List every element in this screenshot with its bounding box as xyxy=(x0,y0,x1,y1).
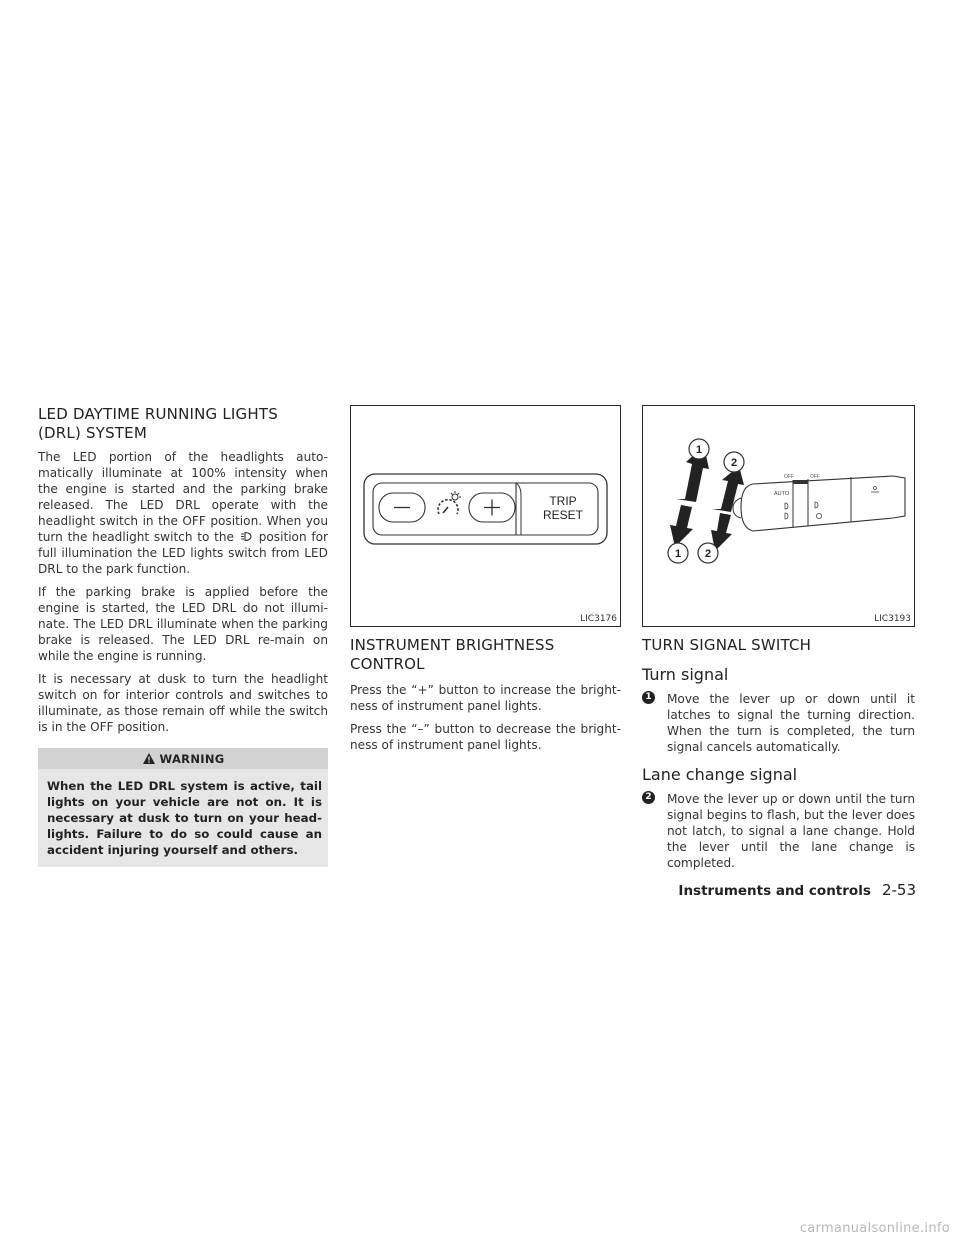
turn-signal-figure xyxy=(642,405,915,627)
figure-code: LIC3193 xyxy=(874,614,911,624)
turn-signal-subheading: Turn signal xyxy=(642,665,729,684)
warning-header xyxy=(38,748,328,769)
turn-signal-section xyxy=(642,405,915,879)
reset-label: RESET xyxy=(542,508,584,522)
drl-paragraph-2: If the parking brake is applied before the engine is started, the LED DRL do not illumi-nate. The LED DRL illuminate when the parking brake is released. The LED DRL re-main on while the engine is running. xyxy=(38,585,328,663)
brightness-control-illustration xyxy=(351,406,620,626)
warning-triangle-icon xyxy=(142,752,156,765)
figure-code: LIC3176 xyxy=(580,614,617,624)
watermark: carmanualsonline.info xyxy=(799,1221,950,1236)
lane-change-subheading: Lane change signal xyxy=(642,765,798,784)
page-number: 2-53 xyxy=(881,881,916,899)
drl-paragraph-1 xyxy=(38,449,328,577)
label-up-1: 1 xyxy=(695,444,703,456)
brightness-paragraph-2: Press the “–” button to decrease the bright-ness of instrument panel lights. xyxy=(350,722,621,752)
brightness-paragraph-1: Press the “+” button to increase the bright-ness of instrument panel lights. xyxy=(350,683,621,713)
lever-off-label-1: OFF xyxy=(784,474,794,480)
brightness-section xyxy=(350,405,621,760)
arrow-up-2 xyxy=(712,466,744,512)
item-1-text: Move the lever up or down until it latches to signal the turning direction. When the turn is completed, the turn signal cancels automatically. xyxy=(667,692,915,754)
item-2-text: Move the lever up or down until the turn signal begins to flash, but the lever does not latch, to signal a lane change. Hold the lever until the lane change is completed. xyxy=(667,792,915,870)
lever-auto-label: AUTO xyxy=(774,491,790,497)
label-down-1: 1 xyxy=(674,548,682,560)
drl-heading xyxy=(38,405,328,443)
item-1-number-badge: 1 xyxy=(642,691,655,704)
label-down-2: 2 xyxy=(704,548,712,560)
warning-title: WARNING xyxy=(159,751,225,766)
drl-section xyxy=(38,405,328,867)
drl-paragraph-3: It is necessary at dusk to turn the headlight switch on for interior controls and switches to illuminate, as those remain off while the switch is in the OFF position. xyxy=(38,672,328,734)
turn-signal-item-1 xyxy=(642,691,915,755)
drl-heading-line2: (DRL) SYSTEM xyxy=(38,424,147,442)
page-footer xyxy=(620,880,916,899)
brightness-heading-line1: INSTRUMENT BRIGHTNESS xyxy=(350,636,555,654)
drl-heading-line1: LED DAYTIME RUNNING LIGHTS xyxy=(38,405,278,423)
brightness-heading xyxy=(350,636,621,674)
turn-signal-lever-illustration xyxy=(643,406,914,626)
trip-label: TRIP xyxy=(549,494,577,508)
brightness-heading-line2: CONTROL xyxy=(350,655,425,673)
warning-text: When the LED DRL system is active, tail lights on your vehicle are not on. It is necessary at dusk to turn on your head-lights. Failure to do so could cause an accident injuring yourself and others. xyxy=(47,779,322,857)
arrow-down-1 xyxy=(670,505,693,547)
warning-box xyxy=(38,748,328,867)
lever-off-label-2: OFF xyxy=(810,474,820,480)
brightness-figure xyxy=(350,405,621,627)
section-title: Instruments and controls xyxy=(678,883,871,899)
headlight-icon xyxy=(240,531,254,542)
item-2-number-badge: 2 xyxy=(642,791,655,804)
turn-signal-item-2 xyxy=(642,791,915,871)
drl-p1-b: position for full illumination the LED lights switch from LED DRL to the park function. xyxy=(38,530,328,576)
label-up-2: 2 xyxy=(730,457,738,469)
turn-signal-heading: TURN SIGNAL SWITCH xyxy=(642,636,812,654)
drl-p1-a: The LED portion of the headlights auto-matically illuminate at 100% intensity when the engine is started and the parking brake released. The LED DRL operate with the headlight switch in the OFF position. When you turn the headlight switch to the xyxy=(38,450,328,544)
